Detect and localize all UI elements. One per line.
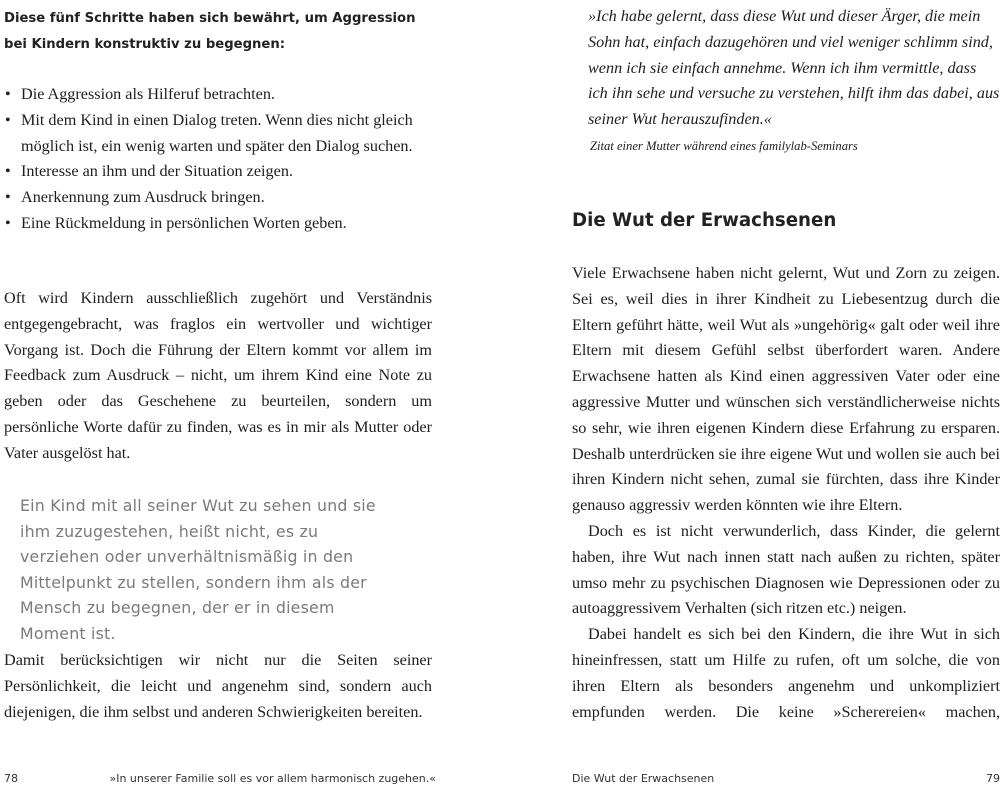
list-item: • Interesse an ihm und der Situation zeigen. — [4, 159, 432, 185]
right-page — [572, 0, 1000, 800]
body-paragraph: Oft wird Kindern ausschließlich zugehört und Verständnis entgegengebracht, was fraglos ein wertvoller und wichtiger Vorgang ist. Doch die Führung der Eltern kommt vor allem im Feedback zum Ausdruck – nicht, um ihrem Kind eine Note zu geben oder das Geschehene zu beurteilen, sondern um persönliche Worte dafür zu finden, was es in mir als Mutter oder Vater ausgelöst hat. — [4, 289, 432, 462]
bullet-list — [4, 82, 432, 237]
section-heading: Die Wut der Erwachsenen — [572, 210, 837, 231]
running-title-left: »In unserer Familie soll es vor allem harmonisch zugehen.« — [109, 772, 436, 785]
list-item: • Eine Rückmeldung in persönlichen Worten geben. — [4, 211, 432, 237]
body-paragraph: Doch es ist nicht verwunderlich, dass Kinder, die gelernt haben, ihre Wut nach innen statt nach außen zu richten, später umso mehr zu psychischen Diagnosen wie Depressionen oder zu autoaggressivem Verhalten (sich ritzen etc.) neigen. — [572, 521, 1000, 618]
list-item: • Die Aggression als Hilferuf betrachten. — [4, 82, 432, 108]
list-item: • Anerkennung zum Ausdruck bringen. — [4, 185, 432, 211]
body-paragraph: Viele Erwachsene haben nicht gelernt, Wut und Zorn zu zeigen. Sei es, weil dies in ihrer Kindheit zu Liebesentzug durch die Eltern geführt hätte, weil Wut als »ungehörig« galt oder weil ihre Eltern mit diesem Gefühl selbst überfordert waren. Andere Erwachsene hatten als Kind einen aggressiven Vater oder eine aggressive Mutter und wünschen sich verständlicherweise nichts so sehr, wie ihren eigenen Kindern diese Erfahrung zu ersparen. Deshalb unterdrücken sie ihre eigene Wut und wollen sie auch bei ihren Kindern nicht sehen, zumal sie fürchten, dass ihre Kinder genauso aggressiv werden könnten wie ihre Eltern. — [572, 264, 1000, 515]
closing-paragraph: Damit berücksichtigen wir nicht nur die Seiten seiner Persönlichkeit, die leicht und angenehm sind, sondern auch diejenigen, die ihm selbst und anderen Schwierigkeiten bereiten. — [4, 651, 432, 721]
page-number-right: 79 — [986, 772, 1000, 785]
body-paragraph: Dabei handelt es sich bei den Kindern, die ihre Wut in sich hineinfressen, statt um Hilfe zu rufen, oft um solche, die von ihren Eltern als besonders angenehm und unkompliziert empfunden werden. Die keine »Scherereien« machen, — [572, 625, 1000, 721]
mother-quote: »Ich habe gelernt, dass diese Wut und dieser Ärger, die mein Sohn hat, einfach dazugehören und viel weniger schlimm sind, wenn ich sie einfach annehme. Wenn ich ihm vermittle, dass ich ihn sehe und versuche zu verstehen, hilft ihm das dabei, aus seiner Wut herauszufinden.« — [588, 7, 1000, 129]
left-page — [0, 0, 440, 800]
list-item: • Mit dem Kind in einen Dialog treten. Wenn dies nicht gleich möglich ist, ein wenig warten und später den Dialog suchen. — [4, 108, 432, 160]
pull-quote: Ein Kind mit all seiner Wut zu sehen und sie ihm zuzugestehen, heißt nicht, es zu verziehen oder unverhältnismäßig in den Mittelpunkt zu stellen, sondern ihm als der Mensch zu begegnen, der er in diesem Moment ist. — [20, 496, 376, 643]
quote-source: Zitat einer Mutter während eines familylab-Seminars — [590, 139, 858, 153]
page-number-left: 78 — [4, 772, 18, 785]
section-body — [572, 261, 1000, 725]
intro-text: Diese fünf Schritte haben sich bewährt, um Aggression bei Kindern konstruktiv zu begegnen: — [4, 11, 416, 52]
running-title-right: Die Wut der Erwachsenen — [572, 772, 715, 785]
